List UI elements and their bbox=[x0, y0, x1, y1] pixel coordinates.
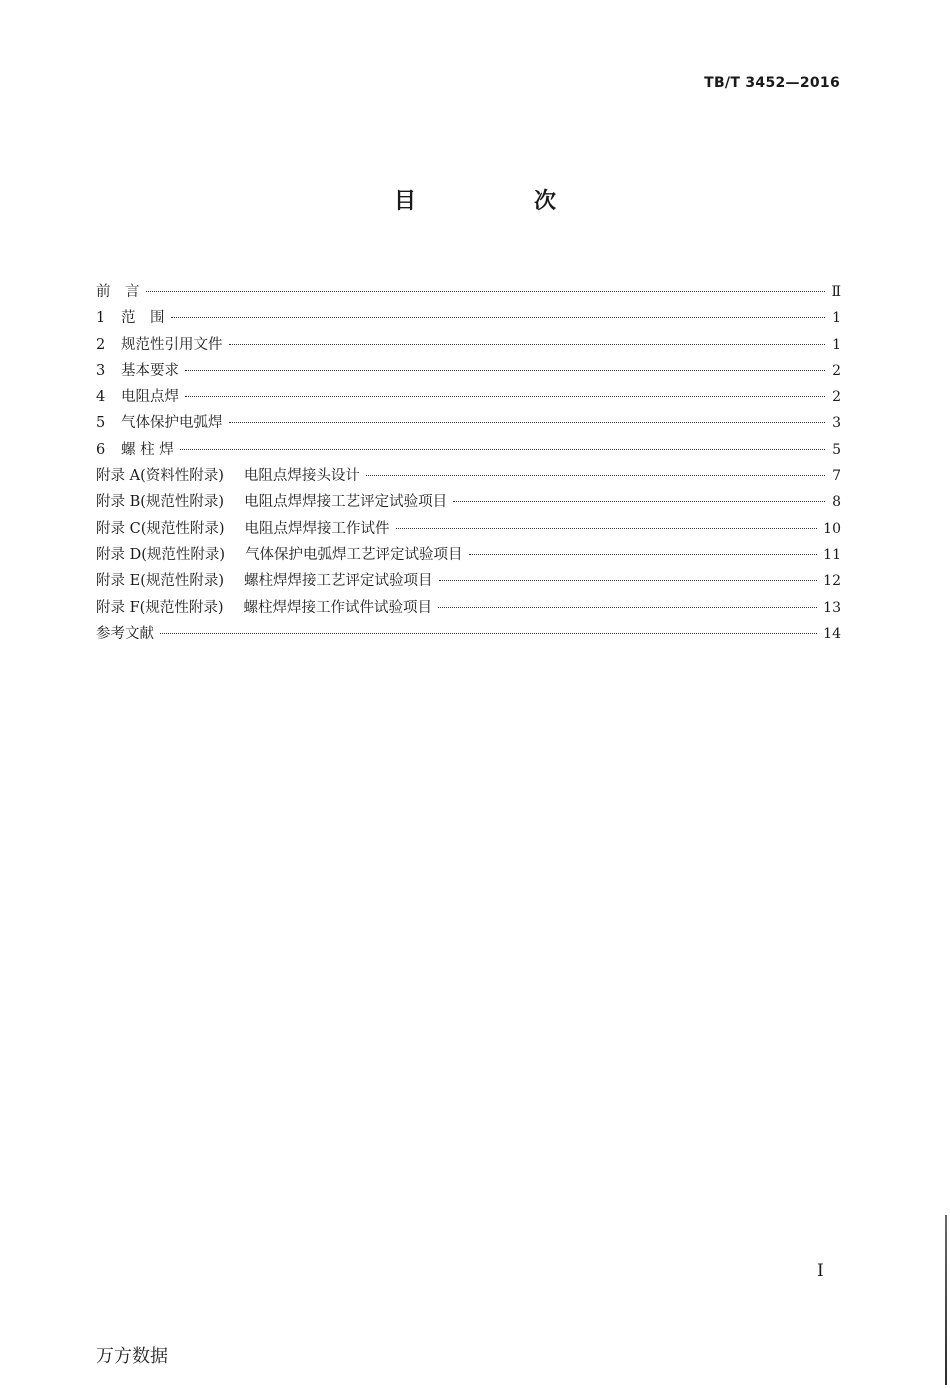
toc-entry-page: Ⅱ bbox=[831, 284, 841, 300]
toc-entry-page: 14 bbox=[823, 625, 841, 642]
dot-leader bbox=[185, 370, 825, 371]
toc-entry-bibliography[interactable] bbox=[96, 622, 841, 648]
page-title: 目 次 bbox=[393, 189, 604, 214]
toc-entry-number: 附录 A(资料性附录) bbox=[96, 468, 224, 485]
toc-entry-page: 1 bbox=[832, 310, 841, 327]
dot-leader bbox=[160, 633, 817, 634]
toc-entry-label: 电阻点焊接头设计 bbox=[243, 468, 360, 485]
toc-entry-number: 附录 D(规范性附录) bbox=[96, 546, 226, 563]
toc-entry-label: 电阻点焊焊接工作试件 bbox=[244, 520, 390, 537]
toc-entry-number: 附录 B(规范性附录) bbox=[96, 494, 225, 511]
dot-leader bbox=[366, 475, 825, 476]
toc-entry-annex-f[interactable] bbox=[96, 596, 841, 622]
dot-leader bbox=[229, 344, 826, 345]
toc-entry-label: 范 围 bbox=[121, 310, 165, 327]
standard-code: TB/T 3452—2016 bbox=[704, 75, 840, 91]
toc-entry-label: 螺柱焊焊接工艺评定试验项目 bbox=[244, 573, 433, 590]
toc-entry-label: 螺 柱 焊 bbox=[121, 441, 174, 458]
toc-entry-normative-references[interactable] bbox=[96, 333, 841, 359]
toc-entry-number: 1 bbox=[96, 310, 106, 327]
toc-entry-resistance-spot-welding[interactable] bbox=[96, 385, 841, 411]
toc-entry-number: 6 bbox=[96, 441, 106, 458]
toc-entry-page: 8 bbox=[832, 494, 841, 511]
toc-entry-page: 1 bbox=[832, 336, 841, 353]
toc-entry-label: 螺柱焊焊接工作试件试验项目 bbox=[243, 599, 432, 616]
toc-entry-label: 电阻点焊 bbox=[121, 389, 179, 406]
toc-entry-annex-a[interactable] bbox=[96, 464, 841, 490]
dot-leader bbox=[180, 449, 825, 450]
toc-entry-page: 2 bbox=[832, 362, 841, 379]
dot-leader bbox=[171, 317, 826, 318]
toc-entry-page: 11 bbox=[823, 546, 841, 563]
toc-entry-annex-b[interactable] bbox=[96, 490, 841, 516]
dot-leader bbox=[146, 291, 826, 292]
toc-entry-label: 规范性引用文件 bbox=[121, 336, 223, 353]
toc-entry-number: 附录 F(规范性附录) bbox=[96, 599, 224, 616]
scan-edge-line bbox=[945, 1215, 947, 1385]
toc-entry-page: 3 bbox=[832, 415, 841, 432]
toc-entry-annex-e[interactable] bbox=[96, 569, 841, 595]
dot-leader bbox=[229, 422, 826, 423]
dot-leader bbox=[185, 396, 825, 397]
toc-entry-page: 5 bbox=[832, 441, 841, 458]
toc-entry-page: 2 bbox=[832, 389, 841, 406]
dot-leader bbox=[396, 528, 818, 529]
toc-entry-number: 5 bbox=[96, 415, 106, 432]
toc-entry-gas-shielded-arc-welding[interactable] bbox=[96, 411, 841, 437]
table-of-contents bbox=[96, 280, 841, 648]
toc-entry-label: 气体保护电弧焊工艺评定试验项目 bbox=[245, 546, 463, 563]
dot-leader bbox=[469, 554, 818, 555]
toc-entry-page: 12 bbox=[823, 573, 841, 590]
toc-entry-number: 3 bbox=[96, 362, 106, 379]
toc-entry-scope[interactable] bbox=[96, 306, 841, 332]
toc-entry-stud-welding[interactable] bbox=[96, 438, 841, 464]
page-number: I bbox=[817, 1261, 824, 1281]
dot-leader bbox=[438, 607, 817, 608]
toc-entry-number: 附录 C(规范性附录) bbox=[96, 520, 225, 537]
dot-leader bbox=[439, 580, 818, 581]
toc-entry-number: 2 bbox=[96, 336, 106, 353]
toc-entry-annex-c[interactable] bbox=[96, 517, 841, 543]
source-watermark: 万方数据 bbox=[96, 1346, 168, 1367]
toc-entry-number: 4 bbox=[96, 389, 106, 406]
toc-entry-number: 附录 E(规范性附录) bbox=[96, 573, 225, 590]
toc-entry-label: 前 言 bbox=[96, 284, 140, 300]
dot-leader bbox=[453, 501, 825, 502]
toc-entry-page: 7 bbox=[832, 468, 841, 485]
toc-entry-annex-d[interactable] bbox=[96, 543, 841, 569]
toc-entry-page: 10 bbox=[823, 520, 841, 537]
toc-entry-label: 参考文献 bbox=[96, 625, 154, 642]
toc-entry-label: 基本要求 bbox=[121, 362, 179, 379]
toc-entry-foreword[interactable] bbox=[96, 280, 841, 306]
toc-entry-label: 电阻点焊焊接工艺评定试验项目 bbox=[244, 494, 448, 511]
toc-entry-basic-requirements[interactable] bbox=[96, 359, 841, 385]
toc-entry-page: 13 bbox=[823, 599, 841, 616]
toc-entry-label: 气体保护电弧焊 bbox=[121, 415, 223, 432]
